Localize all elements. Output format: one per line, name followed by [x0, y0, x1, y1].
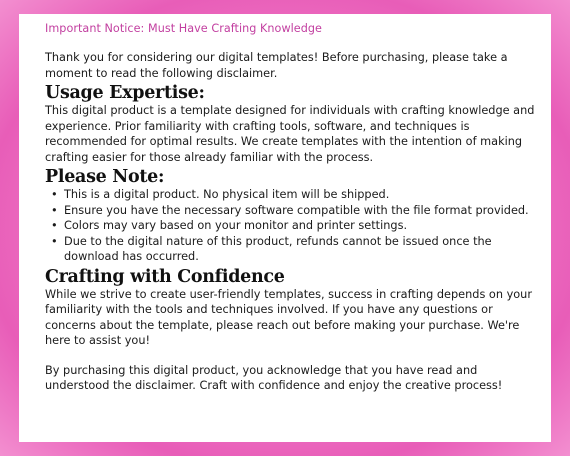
usage-heading: Usage Expertise: — [45, 83, 205, 103]
disclaimer-card — [19, 14, 551, 442]
please-note-heading: Please Note: — [45, 167, 165, 187]
list-item-text: Ensure you have the necessary software compatible with the file format provided. — [64, 203, 529, 217]
note-list — [45, 187, 537, 265]
spacer — [45, 349, 537, 363]
usage-text: This digital product is a template designed for individuals with crafting knowledge and experience. Prior familiarity with crafting tools, software, and techniques is recommended for optimal results. We create templates with the intention of making crafting easier for those already familiar with the process. — [45, 104, 535, 164]
notice-title: Important Notice: Must Have Crafting Knowledge — [45, 22, 322, 35]
bullet-icon: • — [51, 219, 58, 232]
bullet-icon: • — [51, 234, 58, 248]
list-item-text: This is a digital product. No physical item will be shipped. — [64, 188, 390, 201]
bullet-icon: • — [51, 203, 58, 217]
confidence-heading: Crafting with Confidence — [45, 266, 285, 287]
list-item — [51, 187, 537, 203]
list-item-text: Colors may vary based on your monitor and printer settings. — [64, 219, 408, 232]
bullet-icon: • — [51, 188, 58, 201]
closing-text: By purchasing this digital product, you acknowledge that you have read and understood the disclaimer. Craft with confidence and enjoy the creative process! — [45, 363, 503, 392]
list-item-text: Due to the digital nature of this product, refunds cannot be issued once the download has occurred. — [64, 234, 492, 263]
list-item — [51, 203, 537, 219]
list-item — [51, 218, 537, 234]
confidence-text: While we strive to create user-friendly templates, success in crafting depends on your familiarity with the tools and techniques involved. If you have any questions or concerns about the template, please reach out before making your purchase. We're here to assist you! — [45, 287, 532, 347]
intro-text: Thank you for considering our digital templates! Before purchasing, please take a moment to read the following disclaimer. — [45, 51, 508, 80]
list-item — [51, 234, 537, 265]
